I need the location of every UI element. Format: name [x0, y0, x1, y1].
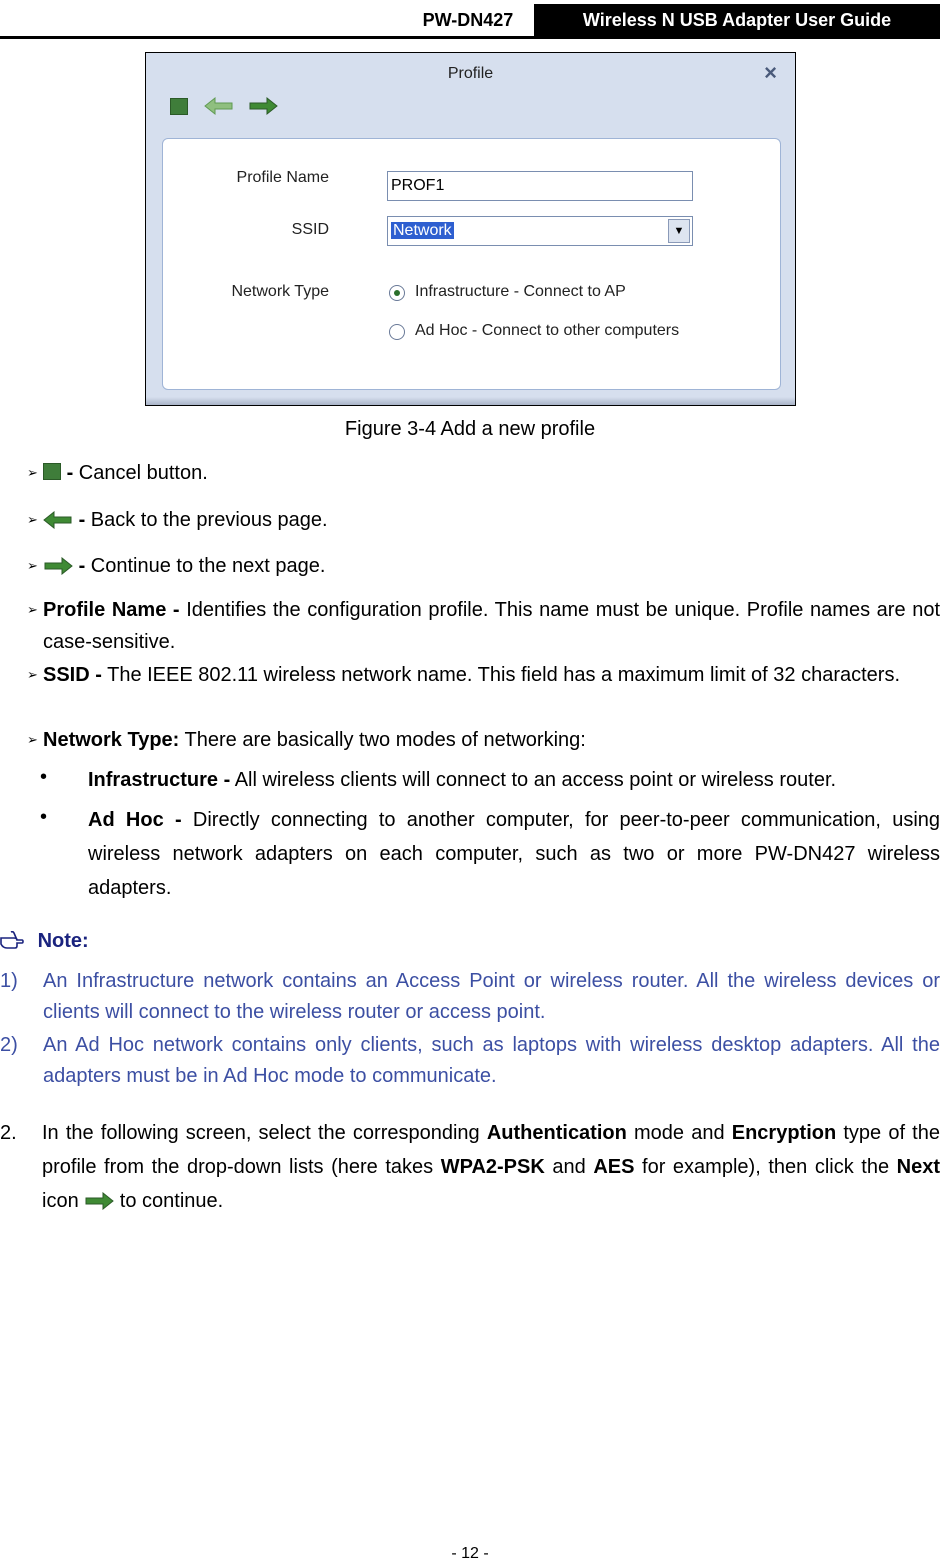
ssid-select[interactable]: [387, 216, 693, 246]
list-item-back: [43, 504, 940, 536]
next-description: Continue to the next page.: [85, 555, 326, 577]
list-item-ssid: [43, 659, 940, 691]
adhoc-term: Ad Hoc -: [88, 809, 182, 831]
back-description: Back to the previous page.: [85, 509, 328, 531]
ssid-term: SSID -: [43, 664, 102, 686]
step-text-part: mode and: [626, 1122, 732, 1144]
adhoc-description: Directly connecting to another computer, for peer-to-peer communication, using wireless network adapters on each computer, such as two or more PW-DN427 wireless adapters.: [88, 809, 940, 899]
bullet-arrow: ➢: [27, 732, 38, 747]
adhoc-radio-label: Ad Hoc - Connect to other computers: [415, 322, 680, 339]
header-rule: [0, 36, 940, 39]
aes-term: AES: [593, 1156, 635, 1178]
back-arrow-icon: [43, 511, 73, 529]
note-text: An Ad Hoc network contains only clients, such as laptops with wireless desktop adapters. All the adapters must be in Ad Hoc mode to communicate.: [43, 1034, 940, 1087]
profile-dialog-figure: [145, 52, 796, 406]
stop-icon: [43, 463, 61, 480]
profile-name-description: Identifies the configuration profile. This name must be unique. Profile names are not case-sensitive.: [43, 599, 940, 653]
sublist-item-infrastructure: [88, 763, 940, 797]
ssid-label: SSID: [291, 221, 329, 238]
note-number: 1): [0, 970, 18, 992]
close-icon[interactable]: ×: [764, 60, 777, 85]
note-text: An Infrastructure network contains an Access Point or wireless router. All the wireless devices or clients will connect to the wireless router or access point.: [43, 970, 940, 1023]
next-arrow-icon: [84, 1192, 114, 1210]
network-type-term: Network Type:: [43, 729, 180, 751]
bullet-arrow: ➢: [27, 558, 38, 573]
list-item-profile-name: [43, 594, 940, 658]
cancel-separator: -: [66, 462, 74, 484]
note-heading: [0, 930, 89, 953]
header-model: PW-DN427: [422, 10, 514, 30]
step-text-part: for example), then click the: [634, 1156, 897, 1178]
bullet-dot: •: [40, 806, 48, 828]
adhoc-radio[interactable]: [389, 324, 405, 340]
stop-icon[interactable]: [170, 98, 188, 115]
infrastructure-radio[interactable]: [389, 285, 405, 301]
infrastructure-radio-label: Infrastructure - Connect to AP: [415, 283, 626, 300]
authentication-term: Authentication: [486, 1122, 627, 1144]
back-separator: -: [78, 509, 86, 531]
dialog-bottom-edge: [146, 397, 795, 405]
ssid-description: The IEEE 802.11 wireless network name. This field has a maximum limit of 32 characters.: [101, 664, 901, 686]
page-number: - 12 -: [451, 1545, 489, 1562]
list-item-next: [43, 550, 940, 582]
profile-name-term: Profile Name -: [43, 599, 180, 621]
bullet-arrow: ➢: [27, 465, 38, 480]
ssid-selected-value: Network: [393, 222, 452, 239]
step-text: [42, 1116, 940, 1218]
list-item-cancel: [43, 457, 940, 489]
chevron-down-icon[interactable]: ▼: [668, 219, 690, 243]
back-arrow-icon[interactable]: [204, 96, 234, 116]
step-text-part: icon: [42, 1190, 85, 1212]
infrastructure-term: Infrastructure -: [88, 769, 231, 791]
pointing-hand-icon: [0, 931, 24, 949]
next-arrow-icon[interactable]: [248, 96, 278, 116]
step-number: 2.: [0, 1122, 17, 1144]
profile-form-panel: [162, 138, 781, 390]
note-label: Note:: [37, 930, 89, 952]
header-title: Wireless N USB Adapter User Guide: [534, 4, 940, 36]
next-term: Next: [896, 1156, 940, 1178]
page-header: [0, 0, 940, 38]
bullet-arrow: ➢: [27, 512, 38, 527]
next-arrow-icon: [43, 557, 73, 575]
step-text-part: and: [544, 1156, 594, 1178]
wpa2-psk-term: WPA2-PSK: [440, 1156, 545, 1178]
network-type-description: There are basically two modes of networking:: [179, 729, 586, 751]
sublist-item-adhoc: [88, 803, 940, 905]
step-text-part: to continue.: [114, 1190, 224, 1212]
bullet-arrow: ➢: [27, 667, 38, 682]
bullet-arrow: ➢: [27, 602, 38, 617]
profile-name-input[interactable]: PROF1: [387, 171, 693, 201]
encryption-term: Encryption: [731, 1122, 837, 1144]
step-text-part: In the following screen, select the corresponding: [42, 1122, 487, 1144]
cancel-description: Cancel button.: [73, 462, 208, 484]
list-item-network-type: [43, 724, 940, 756]
dialog-title: Profile: [447, 65, 494, 82]
note-number: 2): [0, 1034, 18, 1056]
network-type-label: Network Type: [231, 283, 329, 300]
bullet-dot: •: [40, 766, 48, 788]
step-text-part: type of the profile from the drop-down lists (here takes: [42, 1122, 940, 1178]
profile-name-label: Profile Name: [236, 169, 329, 186]
figure-caption: Figure 3-4 Add a new profile: [344, 418, 596, 440]
next-separator: -: [78, 555, 86, 577]
infrastructure-description: All wireless clients will connect to an access point or wireless router.: [230, 769, 837, 791]
